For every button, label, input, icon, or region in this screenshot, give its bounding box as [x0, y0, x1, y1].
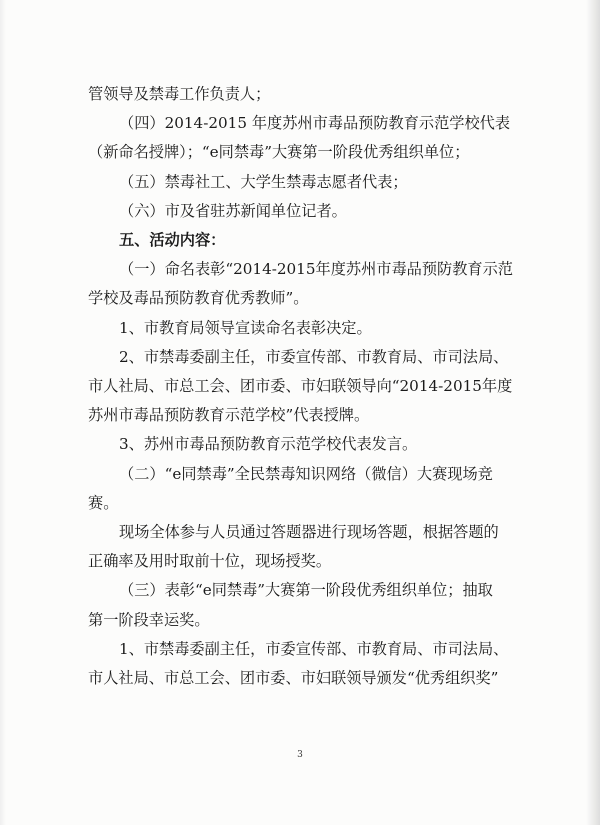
text-line: 正确率及用时取前十位，现场授奖。 [88, 552, 331, 571]
text-line: 2、市禁毒委副主任，市委宣传部、市教育局、市司法局、 [119, 347, 509, 366]
document-body [88, 80, 518, 693]
text-line: （四）2014-2015 年度苏州市毒品预防教育示范学校代表 [119, 114, 511, 133]
text-line: （新命名授牌）；“e同禁毒”大赛第一阶段优秀组织单位； [88, 143, 470, 162]
text-line: 苏州市毒品预防教育示范学校”代表授牌。 [88, 406, 370, 425]
text-line: 3、苏州市毒品预防教育示范学校代表发言。 [119, 435, 418, 454]
text-line: 学校及毒品预防教育优秀教师”。 [88, 289, 309, 308]
page-number: 3 [297, 750, 303, 760]
text-line: 市人社局、市总工会、团市委、市妇联领导向“2014-2015年度 [88, 377, 513, 396]
text-line: 1、市教育局领导宣读命名表彰决定。 [119, 318, 372, 337]
text-line: 管领导及禁毒工作负责人； [88, 85, 271, 103]
text-line: 现场全体参与人员通过答题器进行现场答题，根据答题的 [119, 523, 499, 542]
text-line: 1、市禁毒委副主任，市委宣传部、市教育局、市司法局、 [119, 639, 509, 658]
text-line: （二）“e同禁毒”全民禁毒知识网络（微信）大赛现场竞 [119, 464, 493, 483]
text-line: 市人社局、市总工会、团市委、市妇联领导颁发“优秀组织奖” [88, 669, 499, 688]
text-line: （五）禁毒社工、大学生禁毒志愿者代表； [119, 172, 408, 191]
text-line: （六）市及省驻苏新闻单位记者。 [119, 201, 347, 220]
text-line: 第一阶段幸运奖。 [88, 610, 210, 629]
text-line: 赛。 [88, 493, 119, 512]
section-heading: 五、活动内容： [119, 231, 226, 250]
text-line: （一）命名表彰“2014-2015年度苏州市毒品预防教育示范 [119, 260, 513, 279]
text-line: （三）表彰“e同禁毒”大赛第一阶段优秀组织单位；抽取 [119, 581, 493, 600]
